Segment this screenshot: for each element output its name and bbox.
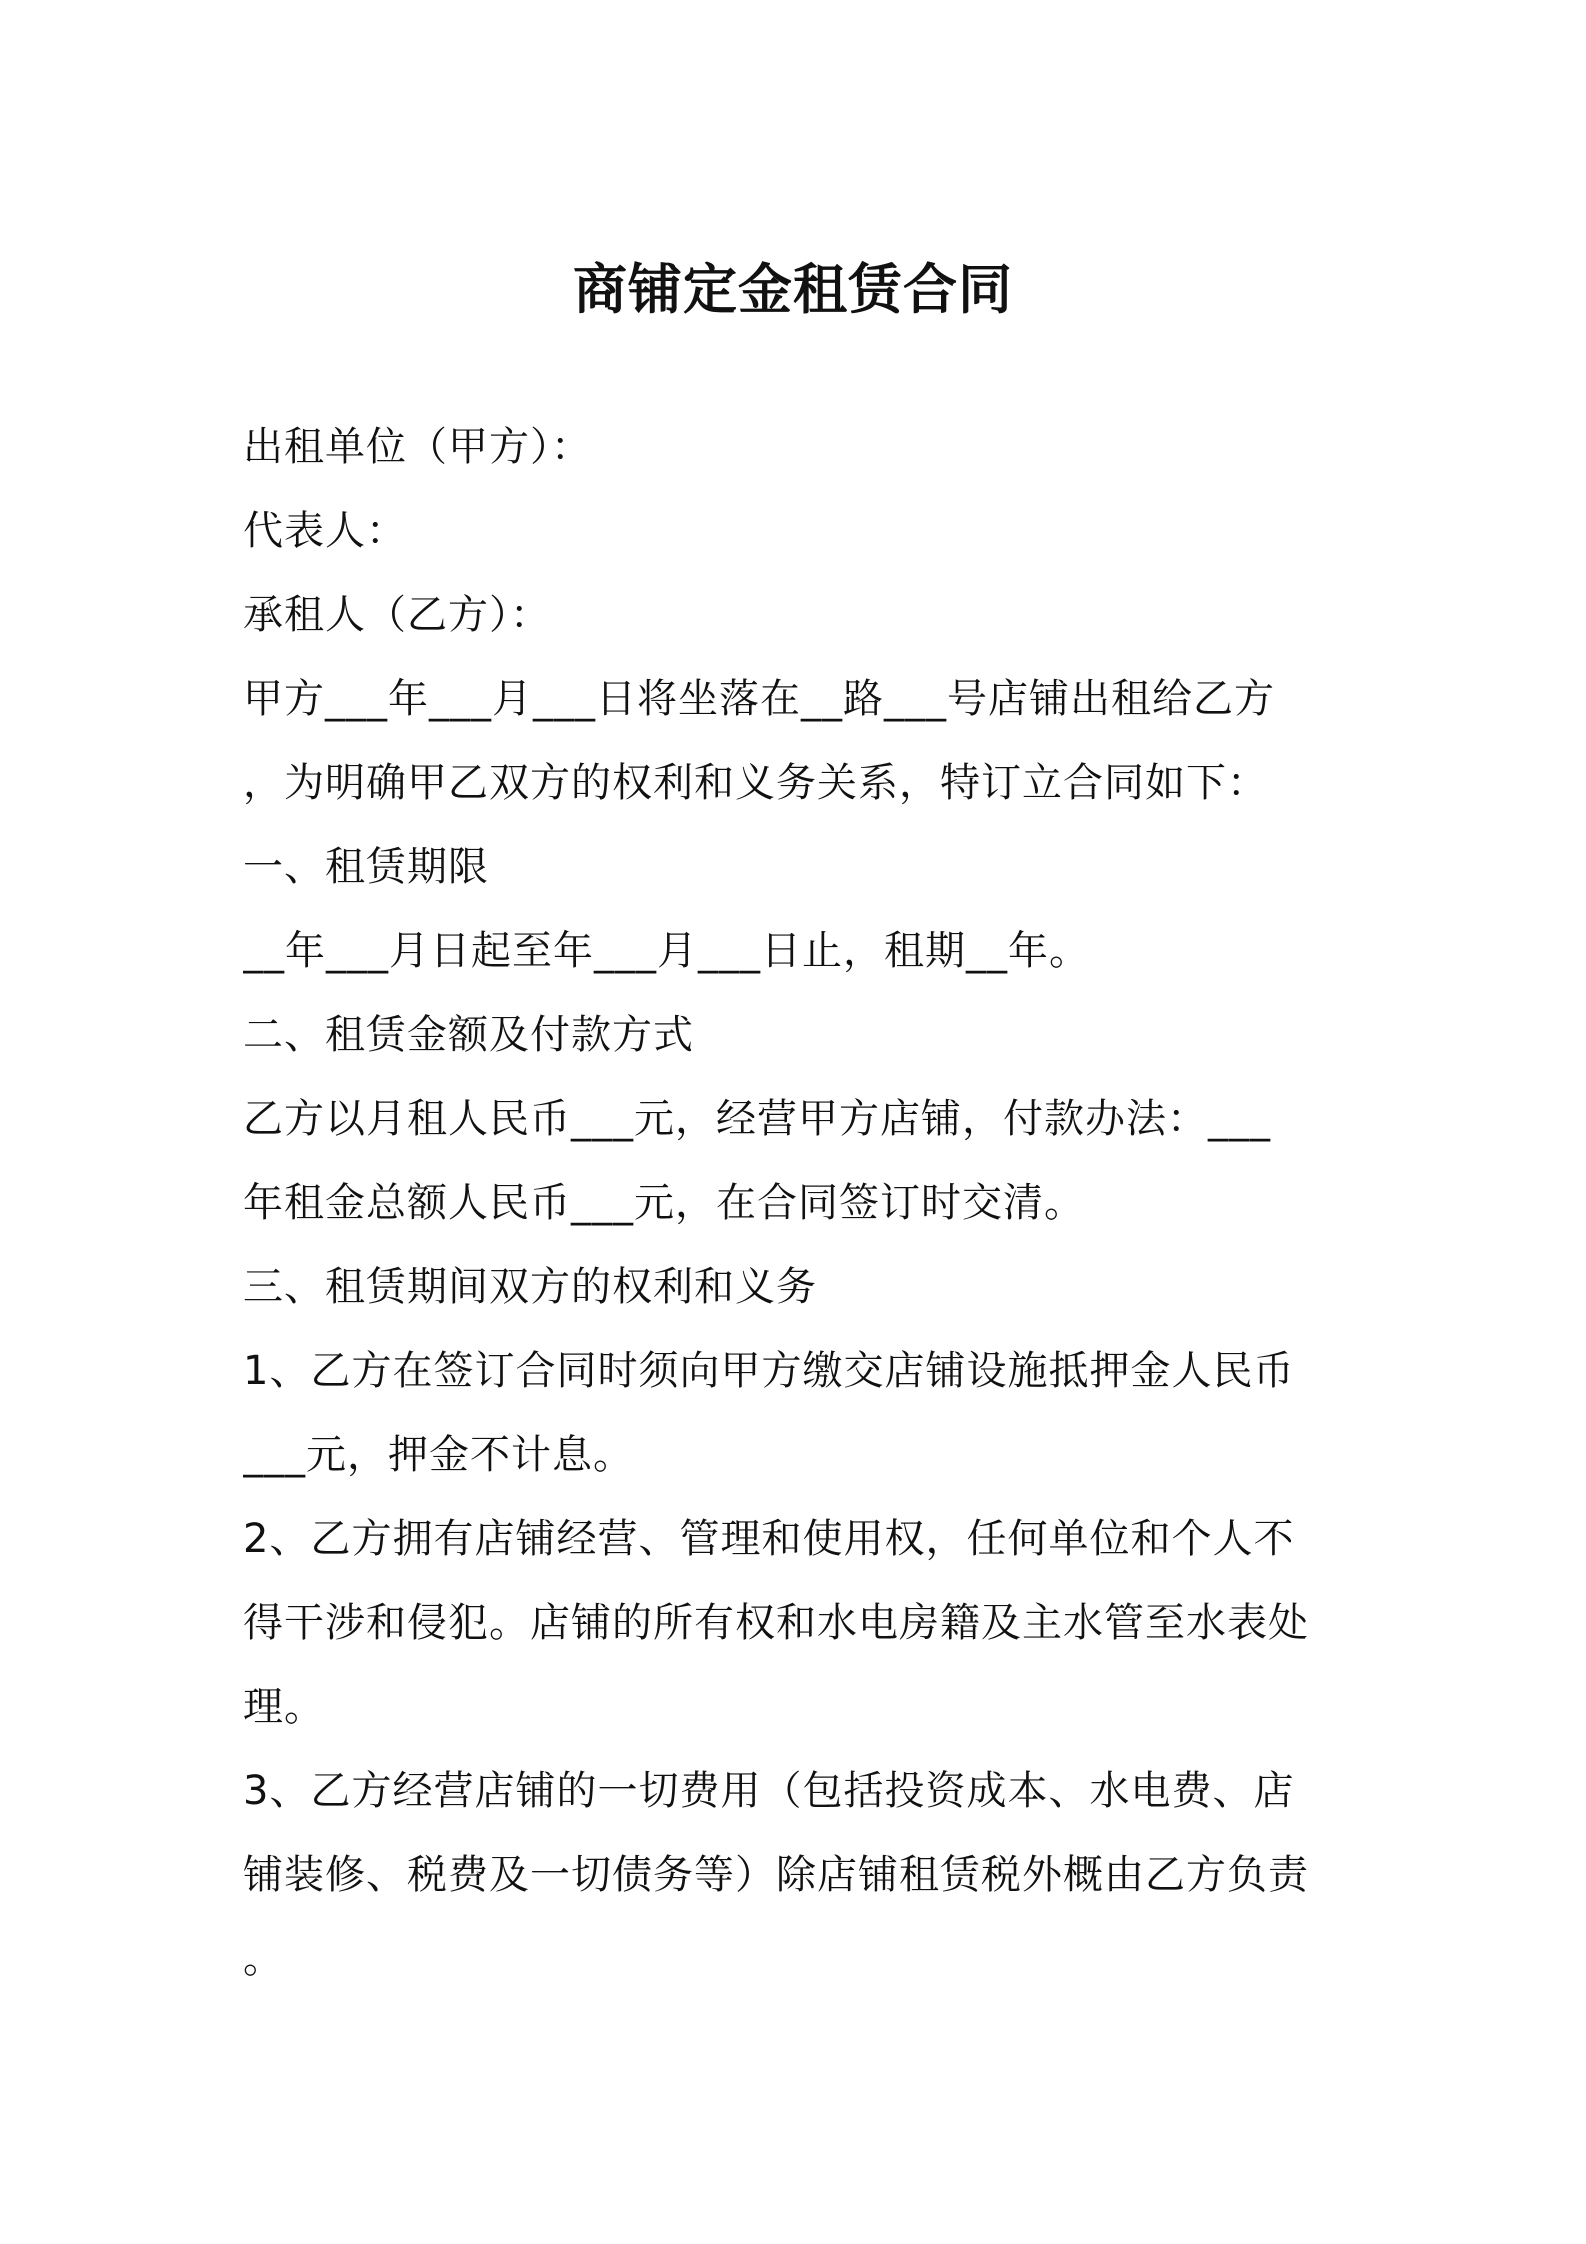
representative-line: 代表人：: [243, 508, 407, 554]
section-heading-rights: 三、租赁期间双方的权利和义务: [243, 1264, 817, 1310]
clause-2-line: 2、乙方拥有店铺经营、管理和使用权，任何单位和个人不: [243, 1516, 1295, 1562]
clause-3-line: 。: [243, 1936, 284, 1982]
clause-1-line: 1、乙方在签订合同时须向甲方缴交店铺设施抵押金人民币: [243, 1348, 1295, 1394]
intro-paragraph-line: ，为明确甲乙双方的权利和义务关系，特订立合同如下：: [243, 760, 1268, 806]
payment-paragraph-line: 年租金总额人民币___元，在合同签订时交清。: [243, 1180, 1085, 1226]
clause-3-line: 铺装修、税费及一切债务等）除店铺租赁税外概由乙方负责: [243, 1852, 1309, 1898]
document-title: 商铺定金租赁合同: [573, 258, 1013, 321]
clause-2-line: 得干涉和侵犯。店铺的所有权和水电房籍及主水管至水表处: [243, 1600, 1309, 1646]
document-body: [243, 405, 1353, 2001]
clause-1-line: ___元，押金不计息。: [243, 1432, 634, 1478]
clause-2-line: 理。: [243, 1684, 325, 1730]
payment-paragraph-line: 乙方以月租人民币___元，经营甲方店铺，付款办法：___: [243, 1096, 1271, 1142]
term-paragraph-line: __年___月日起至年___月___日止，租期__年。: [243, 928, 1090, 974]
party-a-line: 出租单位（甲方）：: [243, 424, 592, 470]
party-b-line: 承租人（乙方）：: [243, 592, 551, 638]
clause-3-line: 3、乙方经营店铺的一切费用（包括投资成本、水电费、店: [243, 1768, 1295, 1814]
section-heading-payment: 二、租赁金额及付款方式: [243, 1012, 694, 1058]
section-heading-term: 一、租赁期限: [243, 844, 489, 890]
intro-paragraph-line: 甲方___年___月___日将坐落在__路___号店铺出租给乙方: [243, 676, 1275, 722]
